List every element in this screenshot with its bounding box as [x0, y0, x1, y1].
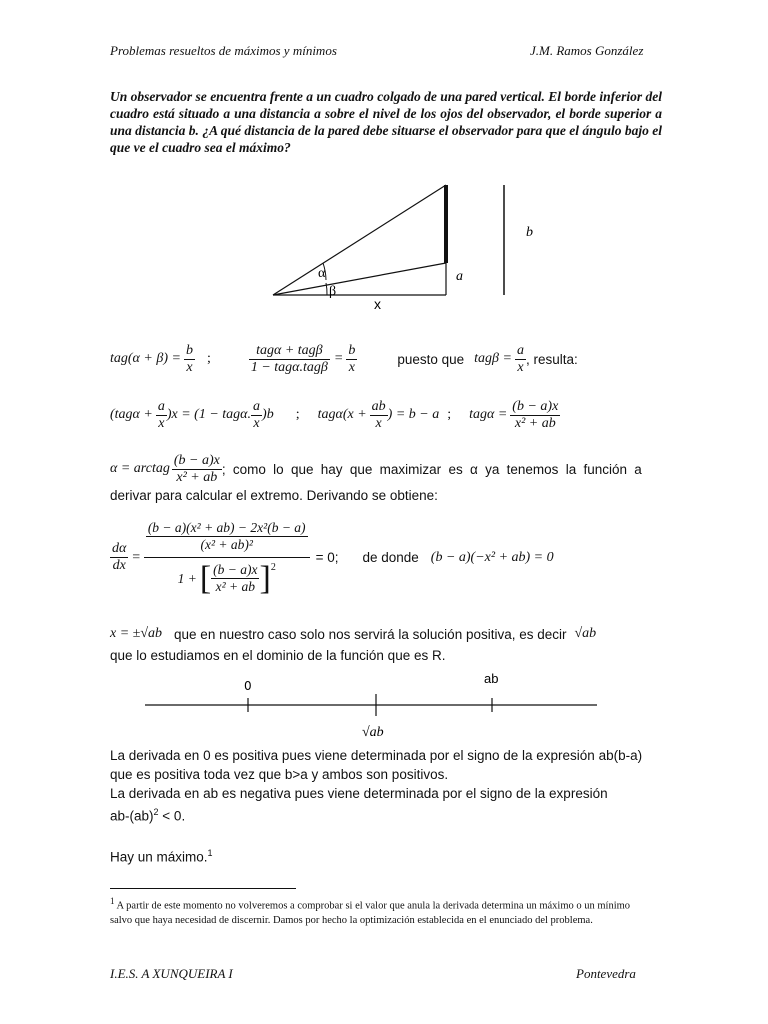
- analysis-line-2: que es positiva toda vez que b>a y ambos son positivos.: [110, 767, 449, 782]
- footer-city: Pontevedra: [576, 966, 636, 981]
- equation-1: tag(α + β) = $\frac{b}{x}$ ; $\frac{\text{tagα + tagβ}}{\text{1 − tagα.tagβ}}$ = $\frac{b}{x}$ puesto que tagβ = $\frac{a}{x}$ , resulta:: [110, 342, 578, 375]
- label-zero: 0: [244, 679, 252, 693]
- number-line: [140, 668, 610, 748]
- analysis-line-3: La derivada en ab es negativa pues viene determinada por el signo de la expresión: [110, 786, 608, 801]
- conclusion: Hay un máximo.$^1$: [110, 847, 213, 864]
- label-sqrt: √ab: [362, 725, 384, 740]
- solution-line-1: x = ±√ab que en nuestro caso solo nos servirá la solución positiva, es decir √ab: [110, 626, 597, 642]
- beta-label: β: [329, 284, 337, 299]
- solution-line-2: que lo estudiamos en el dominio de la función que es R.: [110, 648, 446, 663]
- alpha-label: α: [318, 266, 326, 281]
- footnote-rule: [110, 888, 296, 889]
- x-label: x: [374, 296, 381, 312]
- equation-3: α = arctag $\frac{(b - a)x}{\text{x² + ab}}$ ; como lo que hay que maximizar es α ya tenemos la función a: [110, 452, 642, 485]
- a-label: a: [456, 269, 463, 284]
- label-ab: ab: [484, 671, 499, 686]
- footer-school: I.E.S. A XUNQUEIRA I: [110, 966, 233, 981]
- equation-2: (tagα + $\frac{a}{x}$ )x = (1 − tagα. $\frac{a}{x}$ )b ; tagα(x + $\frac{ab}{x}$ ) = b − a ; tagα = $\frac{(b - a)x}{\text{x² + ab}}$: [110, 398, 559, 431]
- analysis-line-1: La derivada en 0 es positiva pues viene determinada por el signo de la expresión ab(b-a): [110, 748, 643, 763]
- triangle-figure: [260, 180, 533, 315]
- header-title: Problemas resueltos de máximos y mínimos: [110, 43, 337, 58]
- analysis-line-4: ab-(ab)$^2$ < 0.: [110, 807, 186, 824]
- footnote: $^1$ A partir de este momento no volveremos a comprobar si el valor que anula la derivada determina un máximo o un mínimo salvo que haya necesidad de discernir. Damos por hecho la optimización establecida en el enunciado del problema.: [110, 896, 631, 926]
- equation-4: $\frac{d\alpha}{dx}$ = $\frac{\text{(b − a)(x² + ab) − 2x²(b − a)}}{\text{(x² + ab)²}}$ 1 + [ $\frac{(b - a)x}{\text{x² + ab}}$ ] 2 = 0; de donde (b − a)(−x² + ab) = 0: [112, 520, 554, 597]
- problem-statement: Un observador se encuentra frente a un cuadro colgado de una pared vertical. El borde inferior del cuadro está situado a una distancia a sobre el nivel de los ojos del observador, el borde superior a una distancia b. ¿A qué distancia de la pared debe situarse el observador para que el ángulo bajo el que ve el cuadro sea el máximo?: [110, 89, 662, 155]
- b-label: b: [526, 225, 533, 240]
- derive-text: derivar para calcular el extremo. Derivando se obtiene:: [110, 488, 438, 503]
- analysis: [110, 746, 670, 866]
- header-author: J.M. Ramos González: [530, 43, 644, 58]
